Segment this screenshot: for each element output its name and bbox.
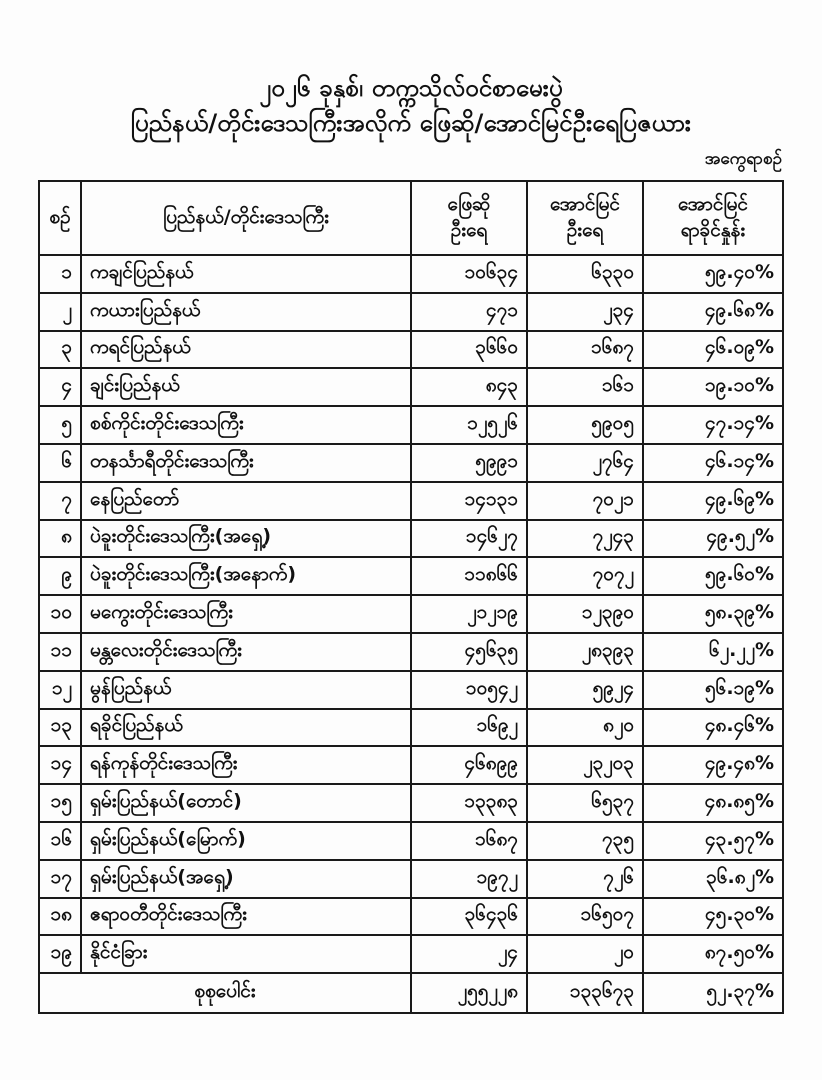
row-region: ပဲခူးတိုင်းဒေသကြီး(အရှေ့) xyxy=(81,520,411,558)
row-region: စစ်ကိုင်းတိုင်းဒေသကြီး xyxy=(81,406,411,444)
row-candidates: ၁၂၅၂၆ xyxy=(411,406,527,444)
row-region: ကချင်ပြည်နယ် xyxy=(81,255,411,293)
table-row xyxy=(39,709,783,747)
table-row xyxy=(39,557,783,595)
row-region: နေပြည်တော် xyxy=(81,482,411,520)
header-passed: အောင်မြင် ဦးရေ xyxy=(527,181,643,255)
row-passed: ၁၆၅၀၇ xyxy=(527,898,643,936)
row-candidates: ၁၃၃၈၃ xyxy=(411,784,527,822)
row-no: ၁၉ xyxy=(39,935,81,973)
row-candidates: ၁၉၇၂ xyxy=(411,860,527,898)
row-rate: ၄၅.၃၀% xyxy=(643,898,783,936)
table-row xyxy=(39,331,783,369)
row-no: ၁၄ xyxy=(39,746,81,784)
document-title: ၂၀၂၆ ခုနှစ်၊ တက္ကသိုလ်ဝင်စာမေးပွဲ xyxy=(259,74,563,102)
row-rate: ၄၆.၁၄% xyxy=(643,444,783,482)
row-rate: ၅၆.၁၉% xyxy=(643,671,783,709)
table-row xyxy=(39,935,783,973)
row-no: ၁၁ xyxy=(39,633,81,671)
row-candidates: ၃၆၆၀ xyxy=(411,331,527,369)
row-candidates: ၁၁၈၆၆ xyxy=(411,557,527,595)
row-rate: ၄၉.၅၂% xyxy=(643,520,783,558)
row-no: ၃ xyxy=(39,331,81,369)
table-header-row xyxy=(39,181,783,255)
row-region: ရှမ်းပြည်နယ်(တောင်) xyxy=(81,784,411,822)
row-no: ၁ xyxy=(39,255,81,293)
row-candidates: ၈၄၃ xyxy=(411,368,527,406)
row-candidates: ၄၅၆၃၅ xyxy=(411,633,527,671)
header-no: စဉ် xyxy=(39,181,81,255)
table-row xyxy=(39,633,783,671)
table-row xyxy=(39,746,783,784)
row-region: မန္တလေးတိုင်းဒေသကြီး xyxy=(81,633,411,671)
table-row xyxy=(39,671,783,709)
table-row xyxy=(39,444,783,482)
row-passed: ၆၃၃၀ xyxy=(527,255,643,293)
row-candidates: ၄၇၁ xyxy=(411,293,527,331)
row-region: ရှမ်းပြည်နယ်(မြောက်) xyxy=(81,822,411,860)
row-candidates: ၁၆၈၇ xyxy=(411,822,527,860)
table-row xyxy=(39,784,783,822)
row-rate: ၆၂.၂၂% xyxy=(643,633,783,671)
row-region: ချင်းပြည်နယ် xyxy=(81,368,411,406)
row-passed: ၇၀၇၂ xyxy=(527,557,643,595)
row-no: ၇ xyxy=(39,482,81,520)
header-rate: အောင်မြင် ရာခိုင်နှုန်း xyxy=(643,181,783,255)
row-region: နိုင်ငံခြား xyxy=(81,935,411,973)
row-passed: ၇၃၅ xyxy=(527,822,643,860)
row-region: မကွေးတိုင်းဒေသကြီး xyxy=(81,595,411,633)
row-candidates: ၁၄၁၃၁ xyxy=(411,482,527,520)
unit-note: အကွေရာစဉ် xyxy=(704,149,782,169)
row-candidates: ၁၀၅၄၂ xyxy=(411,671,527,709)
row-passed: ၇၀၂၁ xyxy=(527,482,643,520)
row-passed: ၂၀ xyxy=(527,935,643,973)
table-row xyxy=(39,860,783,898)
total-candidates: ၂၅၅၂၂၈ xyxy=(411,973,527,1013)
row-rate: ၄၉.၄၈% xyxy=(643,746,783,784)
row-passed: ၁၂၃၉၀ xyxy=(527,595,643,633)
table-row xyxy=(39,822,783,860)
total-rate: ၅၂.၃၇% xyxy=(643,973,783,1013)
row-rate: ၄၉.၆၉% xyxy=(643,482,783,520)
row-passed: ၇၂၄၃ xyxy=(527,520,643,558)
row-passed: ၆၅၃၇ xyxy=(527,784,643,822)
row-rate: ၄၃.၅၇% xyxy=(643,822,783,860)
document-subtitle: ပြည်နယ်/တိုင်းဒေသကြီးအလိုက် ဖြေဆို/အောင်မြင်ဦးရေပြဇယား xyxy=(130,109,692,137)
row-candidates: ၁၄၆၂၇ xyxy=(411,520,527,558)
row-region: ဧရာဝတီတိုင်းဒေသကြီး xyxy=(81,898,411,936)
row-no: ၁၂ xyxy=(39,671,81,709)
row-rate: ၄၇.၁၄% xyxy=(643,406,783,444)
row-region: ပဲခူးတိုင်းဒေသကြီး(အနောက်) xyxy=(81,557,411,595)
row-rate: ၄၆.၀၉% xyxy=(643,331,783,369)
row-passed: ၇၂၆ xyxy=(527,860,643,898)
row-candidates: ၁၆၉၂ xyxy=(411,709,527,747)
row-region: မွန်ပြည်နယ် xyxy=(81,671,411,709)
row-region: ကယားပြည်နယ် xyxy=(81,293,411,331)
table-row xyxy=(39,520,783,558)
table-row xyxy=(39,482,783,520)
row-passed: ၈၂၀ xyxy=(527,709,643,747)
row-rate: ၄၈.၈၅% xyxy=(643,784,783,822)
row-no: ၁၀ xyxy=(39,595,81,633)
row-no: ၁၃ xyxy=(39,709,81,747)
row-region: ရှမ်းပြည်နယ်(အရှေ့) xyxy=(81,860,411,898)
row-rate: ၅၉.၆၀% xyxy=(643,557,783,595)
row-rate: ၅၈.၃၉% xyxy=(643,595,783,633)
row-no: ၆ xyxy=(39,444,81,482)
table-row xyxy=(39,293,783,331)
row-rate: ၃၆.၈၂% xyxy=(643,860,783,898)
row-region: ရခိုင်ပြည်နယ် xyxy=(81,709,411,747)
row-candidates: ၁၀၆၃၄ xyxy=(411,255,527,293)
total-passed: ၁၃၃၆၇၃ xyxy=(527,973,643,1013)
row-candidates: ၃၆၄၃၆ xyxy=(411,898,527,936)
row-no: ၁၈ xyxy=(39,898,81,936)
row-candidates: ၄၆၈၉၉ xyxy=(411,746,527,784)
row-passed: ၂၃၄ xyxy=(527,293,643,331)
row-rate: ၄၉.၆၈% xyxy=(643,293,783,331)
row-passed: ၅၉၂၄ xyxy=(527,671,643,709)
table-row xyxy=(39,595,783,633)
row-candidates: ၂၁၂၁၉ xyxy=(411,595,527,633)
row-no: ၂ xyxy=(39,293,81,331)
row-passed: ၅၉၀၅ xyxy=(527,406,643,444)
total-row xyxy=(39,973,783,1013)
row-no: ၈ xyxy=(39,520,81,558)
row-no: ၄ xyxy=(39,368,81,406)
row-passed: ၂၇၆၄ xyxy=(527,444,643,482)
table-row xyxy=(39,368,783,406)
row-passed: ၂၈၃၉၃ xyxy=(527,633,643,671)
row-no: ၁၆ xyxy=(39,822,81,860)
row-rate: ၄၈.၄၆% xyxy=(643,709,783,747)
row-passed: ၁၆၈၇ xyxy=(527,331,643,369)
results-table xyxy=(38,180,784,1014)
row-region: ကရင်ပြည်နယ် xyxy=(81,331,411,369)
row-region: ရန်ကုန်တိုင်းဒေသကြီး xyxy=(81,746,411,784)
table-row xyxy=(39,406,783,444)
row-passed: ၂၃၂၀၃ xyxy=(527,746,643,784)
table-row xyxy=(39,898,783,936)
row-no: ၁၅ xyxy=(39,784,81,822)
row-region: တနင်္သာရီတိုင်းဒေသကြီး xyxy=(81,444,411,482)
row-no: ၁၇ xyxy=(39,860,81,898)
row-passed: ၁၆၁ xyxy=(527,368,643,406)
header-candidates: ဖြေဆို ဦးရေ xyxy=(411,181,527,255)
row-rate: ၈၇.၅၀% xyxy=(643,935,783,973)
row-candidates: ၅၉၉၁ xyxy=(411,444,527,482)
table-row xyxy=(39,255,783,293)
row-rate: ၅၉.၄၀% xyxy=(643,255,783,293)
total-label: စုစုပေါင်း xyxy=(39,973,411,1013)
header-region: ပြည်နယ်/တိုင်းဒေသကြီး xyxy=(81,181,411,255)
row-candidates: ၂၄ xyxy=(411,935,527,973)
row-no: ၅ xyxy=(39,406,81,444)
row-rate: ၁၉.၁၀% xyxy=(643,368,783,406)
row-no: ၉ xyxy=(39,557,81,595)
